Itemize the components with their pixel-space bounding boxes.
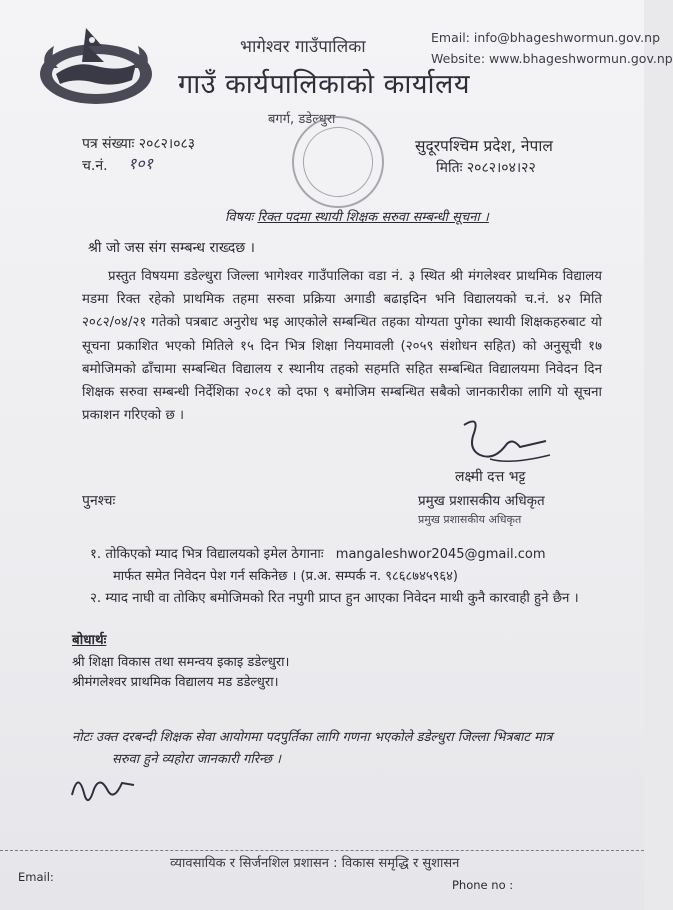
subject-line: [225, 207, 489, 225]
item-1-text: १. तोकिएको म्याद भित्र विद्यालयको इमेल ठेगानाः: [90, 547, 324, 562]
letter-reference-number: पत्र संख्याः २०८२।०८३: [82, 136, 196, 152]
office-title: गाउँ कार्यपालिकाको कार्यालय: [178, 69, 470, 100]
subject-text: रिक्त पदमा स्थायी शिक्षक सरुवा सम्बन्धी सूचना ।: [257, 210, 489, 225]
signatory-stamp-title: प्रमुख प्रशासकीय अधिकृत: [418, 513, 522, 526]
note-line-2: सरुवा हुने व्यहोरा जानकारी गरिन्छ ।: [112, 752, 281, 767]
province-name: सुदूरपश्चिम प्रदेश, नेपाल: [415, 137, 553, 155]
dispatch-number-handwritten: १०१: [128, 154, 153, 173]
signatory-title: प्रमुख प्रशासकीय अधिकृत: [418, 493, 545, 509]
postscript-label: पुनश्चः: [82, 493, 116, 509]
cc-recipient-1: श्री शिक्षा विकास तथा समन्वय इकाइ डडेल्धुरा।: [72, 655, 290, 670]
footer-email-label: Email:: [18, 870, 54, 884]
footer-slogan: व्यावसायिक र सिर्जनशिल प्रशासन : विकास समृद्धि र सुशासन: [170, 856, 460, 871]
postscript-item-1-continued: मार्फत समेत निवेदन पेश गर्न सकिनेछ । (प्र.अ. सम्पर्क न. ९८६८७४५९६४): [113, 569, 458, 584]
postscript-item-1: [90, 544, 546, 562]
notice-body: प्रस्तुत विषयमा डडेल्धुरा जिल्ला भागेश्वर गाउँपालिका वडा नं. ३ स्थित श्री मंगलेश्वर प्राथमिक विद्यालय मडमा रिक्त रहेको प्राथमिक तहमा सरुवा प्रक्रिया अगाडी बढाइदिन भनि विद्यालयको च.नं. ४२ मिति २०८२/०४/२१ गतेको पत्रबाट अनुरोध भइ आएकोले सम्बन्धित तहका योग्यता पुगेका स्थायी शिक्षकहरुबाट यो सूचना प्रकाशित भएको मितिले १५ दिन भित्र शिक्षा नियमावली (२०५९ संशोधन सहित) को अनुसूची १७ बमोजिमको ढाँचामा सम्बन्धित विद्यालय र स्थानीय तहको सहमति सहित सम्बन्धित विद्यालयमा निवेदन दिन शिक्षक सरुवा सम्बन्धी निर्देशिका २०८१ को दफा ९ बमोजिम सम्बन्धित सबैको जानकारीका लागि यो सूचना प्रकाशन गरिएको छ ।: [82, 269, 602, 424]
cc-recipient-2: श्रीमंगलेश्वर प्राथमिक विद्यालय मड डडेल्धुरा।: [72, 675, 279, 690]
subject-label: विषयः: [225, 210, 254, 225]
header-email[interactable]: Email: info@bhageshwormun.gov.np: [431, 30, 661, 45]
letter-date: मितिः २०८२।०४।२२: [436, 160, 536, 176]
school-email[interactable]: mangaleshwor2045@gmail.com: [335, 547, 546, 562]
note-line-1: नोटः उक्त दरबन्दी शिक्षक सेवा आयोगमा पदपुर्तिका लागि गणना भएकोले डडेल्धुरा जिल्ला भित्रबाट मात्र: [72, 730, 553, 745]
footer-phone-label: Phone no :: [452, 878, 514, 892]
header-website[interactable]: Website: www.bhageshwormun.gov.np: [431, 51, 673, 66]
salutation: श्री जो जस संग सम्बन्ध राख्दछ ।: [88, 240, 255, 256]
government-emblem-icon: [36, 24, 156, 106]
footer-divider: [0, 850, 644, 851]
cc-heading: बोधार्थः: [72, 632, 107, 648]
dispatch-number-label: च.नं.: [82, 158, 108, 174]
office-location: बगर्ग, डडेल्धुरा: [268, 112, 336, 127]
handwritten-signature-icon: [450, 415, 560, 471]
postscript-item-2: २. म्याद नाघी वा तोकिए बमोजिमको रित नपुगी प्राप्त हुन आएका निवेदन माथी कुनै कारवाही हुने छैन ।: [90, 591, 579, 606]
initials-scribble-icon: [64, 765, 144, 815]
municipality-name: भागेश्वर गाउँपालिका: [240, 37, 366, 57]
signatory-name: लक्ष्मी दत्त भट्ट: [455, 469, 526, 485]
